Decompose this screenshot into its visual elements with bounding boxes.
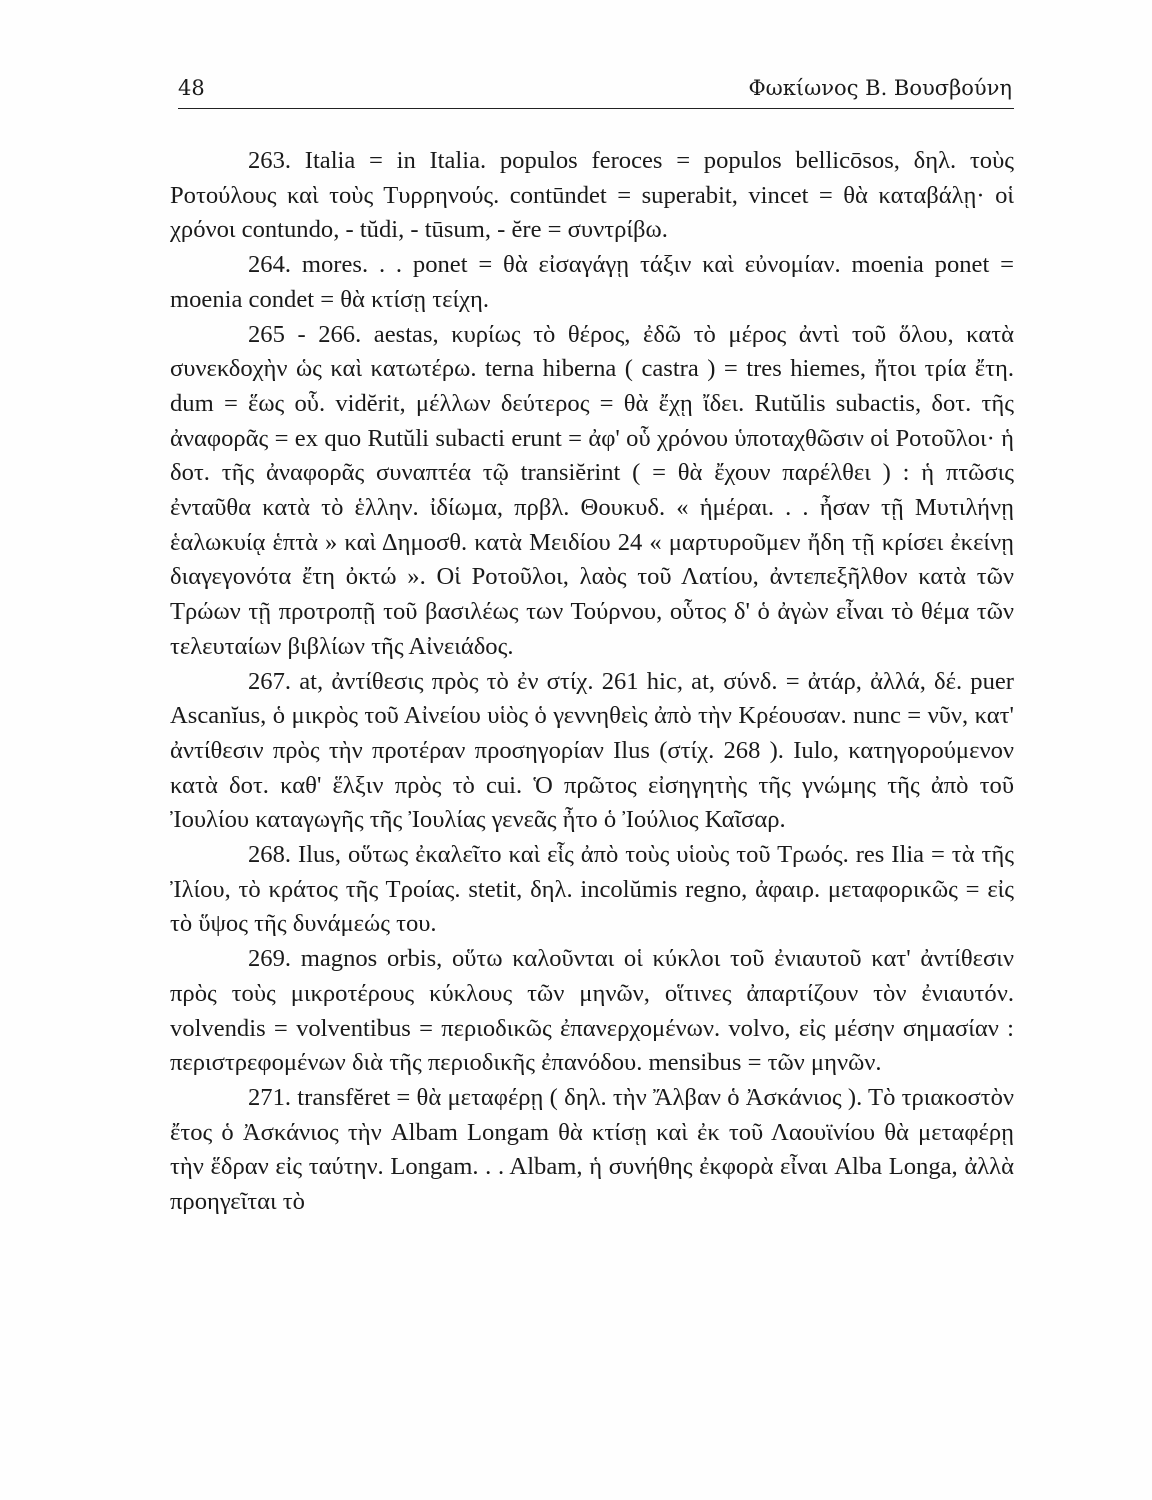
note-271: 271. transfĕret = θὰ μεταφέρῃ ( δηλ. τὴν Ἄλβαν ὁ Ἀσκάνιος ). Τὸ τριακοστὸν ἔτος ὁ Ἀσκάνιος τὴν Albam Longam θὰ κτίσῃ καὶ ἐκ τοῦ Λαουϊνίου θὰ μεταφέρῃ τὴν ἕδραν εἰς ταύτην. Longam. . . Albam, ἡ συνήθης ἐκφορὰ εἶναι Alba Longa, ἀλλὰ προηγεῖται τὸ [170, 1083, 1014, 1216]
running-head: Φωκίωνος Β. Βουσβούνη [748, 76, 1012, 100]
note-269: 269. magnos orbis, οὕτω καλοῦνται οἱ κύκλοι τοῦ ἐνιαυτοῦ κατ' ἀντίθεσιν πρὸς τοὺς μικροτέρους κύκλους τῶν μηνῶν, οἵτινες ἀπαρτίζουν τὸν ἐνιαυτόν. volvendis = volventibus = περιοδικῶς ἐπανερχομένων. volvo, εἰς μέσην σημασίαν : περιστρεφομένων διὰ τῆς περιοδικῆς ἐπανόδου. mensibus = τῶν μηνῶν. [170, 945, 1014, 1077]
note-267: 267. at, ἀντίθεσις πρὸς τὸ ἐν στίχ. 261 hic, at, σύνδ. = ἀτάρ, ἀλλά, δέ. puer Ascanĭus, ὁ μικρὸς τοῦ Αἰνείου υἱὸς ὁ γεννηθεὶς ἀπὸ τὴν Κρέουσαν. nunc = νῦν, κατ' ἀντίθεσιν πρὸς τὴν προτέραν προσηγορίαν Ilus (στίχ. 268 ). Iulo, κατηγορούμενον κατὰ δοτ. καθ' ἕλξιν πρὸς τὸ cui. Ὁ πρῶτος εἰσηγητὴς τῆς γνώμης τῆς ἀπὸ τοῦ Ἰουλίου καταγωγῆς τῆς Ἰουλίας γενεᾶς ἦτο ὁ Ἰούλιος Καῖσαρ. [170, 667, 1014, 834]
note-265-266: 265 - 266. aestas, κυρίως τὸ θέρος, ἐδῶ τὸ μέρος ἀντὶ τοῦ ὅλου, κατὰ συνεκδοχὴν ὡς καὶ κατωτέρω. terna hiberna ( castra ) = tres hiemes, ἤτοι τρία ἔτη. dum = ἕως οὗ. vidĕrit, μέλλων δεύτερος = θὰ ἔχῃ ἴδει. Rutŭlis subactis, δοτ. τῆς ἀναφορᾶς = ex quo Rutŭli subacti erunt = ἀφ' οὗ χρόνου ὑποταχθῶσιν οἱ Ροτοῦλοι· ἡ δοτ. τῆς ἀναφορᾶς συναπτέα τῷ transiĕrint ( = θὰ ἔχουν παρέλθει ) : ἡ πτῶσις ἐνταῦθα κατὰ τὸ ἑλλην. ἰδίωμα, πρβλ. Θουκυδ. « ἡμέραι. . . ἦσαν τῇ Μυτιλήνῃ ἑαλωκυίᾳ ἑπτὰ » καὶ Δημοσθ. κατὰ Μειδίου 24 « μαρτυροῦμεν ἤδη τῇ κρίσει ἐκείνῃ διαγεγονότα ἔτη ὀκτώ ». Οἱ Ροτοῦλοι, λαὸς τοῦ Λατίου, ἀντεπεξῆλθον κατὰ τῶν Τρώων τῇ προτροπῇ τοῦ βασιλέως των Τούρνου, οὗτος δ' ὁ ἀγὼν εἶναι τὸ θέμα τῶν τελευταίων βιβλίων τῆς Αἰνειάδος. [170, 320, 1014, 660]
page-header [178, 72, 1014, 109]
note-268: 268. Ilus, οὕτως ἐκαλεῖτο καὶ εἷς ἀπὸ τοὺς υἱοὺς τοῦ Τρωός. res Ilia = τὰ τῆς Ἰλίου, τὸ κράτος τῆς Τροίας. stetit, δηλ. incolŭmis regno, ἀφαιρ. μεταφορικῶς = εἰς τὸ ὕψος τῆς δυνάμεώς του. [170, 841, 1014, 938]
note-263: 263. Italia = in Italia. populos feroces = populos bellicōsos, δηλ. τοὺς Ροτούλους καὶ τοὺς Τυρρηνούς. contūndet = superabit, vincet = θὰ καταβάλῃ· οἱ χρόνοι contundo, - tŭdi, - tūsum, - ĕre = συντρίβω. [170, 147, 1014, 244]
note-264: 264. mores. . . ponet = θὰ εἰσαγάγῃ τάξιν καὶ εὐνομίαν. moenia ponet = moenia condet = θὰ κτίσῃ τείχη. [170, 251, 1014, 313]
page-number: 48 [178, 76, 205, 100]
body-text [170, 144, 1014, 1220]
